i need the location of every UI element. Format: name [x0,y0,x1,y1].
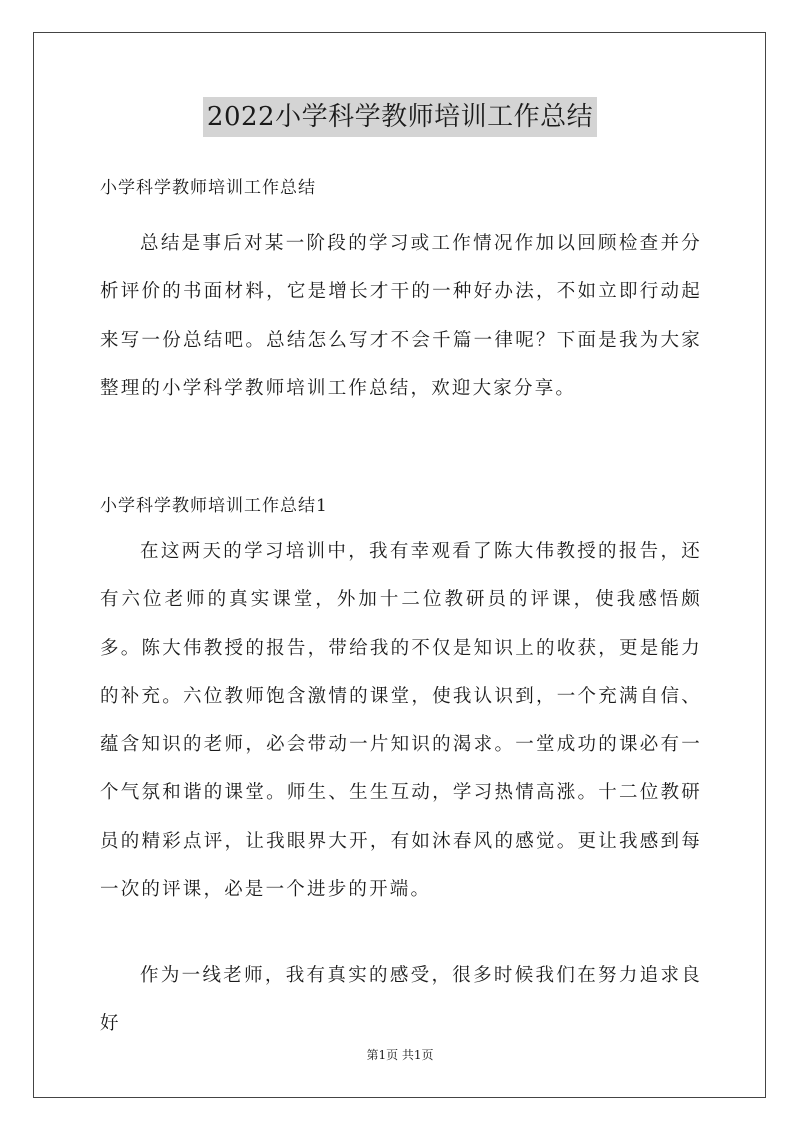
intro-paragraph: 总结是事后对某一阶段的学习或工作情况作加以回顾检查并分析评价的书面材料，它是增长才干的一种好办法，不如立即行动起来写一份总结吧。总结怎么写才不会千篇一律呢？下面是我为大家整理的小学科学教师培训工作总结，欢迎大家分享。 [100,233,702,399]
section1-paragraph-2: 作为一线老师，我有真实的感受，很多时候我们在努力追求良好 [100,965,702,1035]
section1-body-2 [100,952,702,1049]
section1 [100,492,702,520]
title-container [0,97,800,137]
section1-body [100,528,702,914]
intro-body [100,220,702,413]
page-footer: 第1页 共1页 [366,1048,434,1062]
intro-section [100,174,702,202]
section1-heading: 小学科学教师培训工作总结1 [100,496,328,516]
document-title: 2022小学科学教师培训工作总结 [203,97,597,137]
section1-paragraph-1: 在这两天的学习培训中，我有幸观看了陈大伟教授的报告，还有六位老师的真实课堂，外加十二位教研员的评课，使我感悟颇多。陈大伟教授的报告，带给我的不仅是知识上的收获，更是能力的补充。六位教师饱含激情的课堂，使我认识到，一个充满自信、蕴含知识的老师，必会带动一片知识的渴求。一堂成功的课必有一个气氛和谐的课堂。师生、生生互动，学习热情高涨。十二位教研员的精彩点评，让我眼界大开，有如沐春风的感觉。更让我感到每一次的评课，必是一个进步的开端。 [100,541,702,901]
intro-heading: 小学科学教师培训工作总结 [100,178,316,198]
